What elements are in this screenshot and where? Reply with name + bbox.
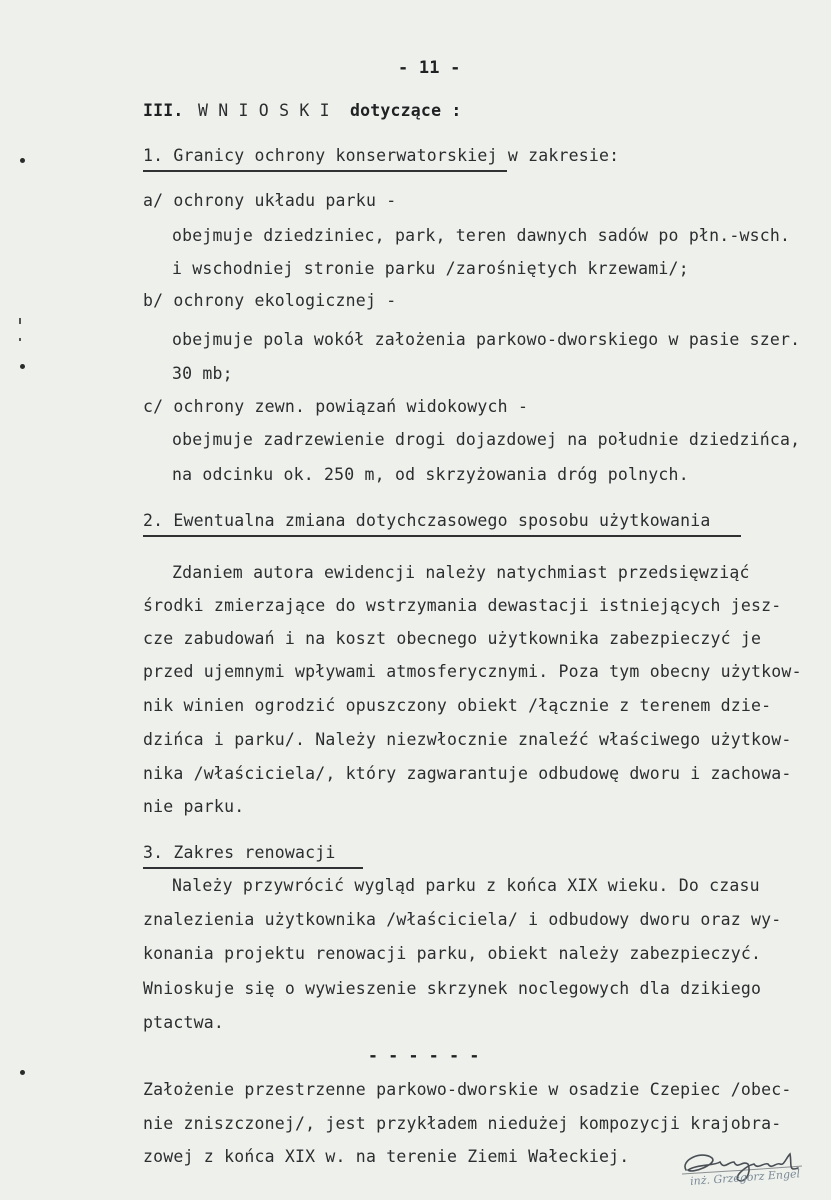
section-title-underline bbox=[143, 535, 741, 537]
paragraph-line: nie zniszczonej/, jest przykładem niedużej kompozycji krajobra- bbox=[143, 1114, 782, 1133]
item-line: obejmuje zadrzewienie drogi dojazdowej na południe dziedzińca, bbox=[172, 430, 801, 449]
separator-dashes: - - - - - - bbox=[368, 1046, 480, 1065]
paragraph-line: zowej z końca XIX w. na terenie Ziemi Wałeckiej. bbox=[143, 1147, 630, 1166]
item-line: na odcinku ok. 250 m, od skrzyżowania dróg polnych. bbox=[172, 465, 689, 484]
paragraph-line: ptactwa. bbox=[143, 1013, 225, 1032]
paragraph-line: cze zabudowań i na koszt obecnego użytkownika zabezpieczyć je bbox=[143, 629, 762, 648]
section-title: 2. Ewentualna zmiana dotychczasowego sposobu użytkowania bbox=[143, 511, 711, 530]
heading-spaced: W N I O S K I bbox=[198, 101, 330, 120]
section-title-underline bbox=[143, 867, 363, 869]
punch-hole bbox=[20, 1070, 25, 1075]
item-line: obejmuje dziedziniec, park, teren dawnych sadów po płn.-wsch. bbox=[172, 226, 791, 245]
paragraph-line: Zdaniem autora ewidencji należy natychmiast przedsięwziąć bbox=[172, 563, 750, 582]
paragraph-line: Założenie przestrzenne parkowo-dworskie w osadzie Czepiec /obec- bbox=[143, 1080, 792, 1099]
item-label: a/ ochrony układu parku - bbox=[143, 191, 397, 210]
punch-hole bbox=[20, 364, 25, 369]
paragraph-line: Wnioskuje się o wywieszenie skrzynek noclegowych dla dzikiego bbox=[143, 979, 762, 998]
paragraph-line: nie parku. bbox=[143, 797, 245, 816]
item-label: b/ ochrony ekologicznej - bbox=[143, 291, 397, 310]
punch-hole bbox=[20, 158, 25, 163]
section-title: 1. Granicy ochrony konserwatorskiej w zakresie: bbox=[143, 146, 620, 165]
item-line: i wschodniej stronie parku /zarośniętych krzewami/; bbox=[172, 259, 689, 278]
section-title-underline bbox=[143, 170, 507, 172]
paragraph-line: konania projektu renowacji parku, obiekt należy zabezpieczyć. bbox=[143, 944, 762, 963]
page-number: - 11 - bbox=[398, 58, 461, 78]
paragraph-line: dzińca i parku/. Należy niezwłocznie znaleźć właściwego użytkow- bbox=[143, 730, 792, 749]
item-line: obejmuje pola wokół założenia parkowo-dworskiego w pasie szer. bbox=[172, 330, 801, 349]
item-line: 30 mb; bbox=[172, 364, 233, 383]
heading-rest: dotyczące : bbox=[350, 101, 462, 120]
paragraph-line: nika /właściciela/, który zagwarantuje odbudowę dworu i zachowa- bbox=[143, 764, 792, 783]
paragraph-line: znalezienia użytkownika /właściciela/ i odbudowy dworu oraz wy- bbox=[143, 910, 782, 929]
paragraph-line: przed ujemnymi wpływami atmosferycznymi. Poza tym obecny użytkow- bbox=[143, 662, 802, 681]
heading-roman: III. bbox=[143, 101, 184, 120]
paragraph-line: środki zmierzające do wstrzymania dewastacji istniejących jesz- bbox=[143, 596, 782, 615]
margin-mark bbox=[19, 318, 21, 324]
signature-stamp: inż. Grzegorz Engel bbox=[689, 1167, 801, 1188]
paragraph-line: Należy przywrócić wygląd parku z końca XIX wieku. Do czasu bbox=[172, 876, 760, 895]
paragraph-line: nik winien ogrodzić opuszczony obiekt /łącznie z terenem dzie- bbox=[143, 696, 772, 715]
margin-mark bbox=[19, 338, 21, 341]
section-title: 3. Zakres renowacji bbox=[143, 843, 336, 862]
item-label: c/ ochrony zewn. powiązań widokowych - bbox=[143, 397, 529, 416]
